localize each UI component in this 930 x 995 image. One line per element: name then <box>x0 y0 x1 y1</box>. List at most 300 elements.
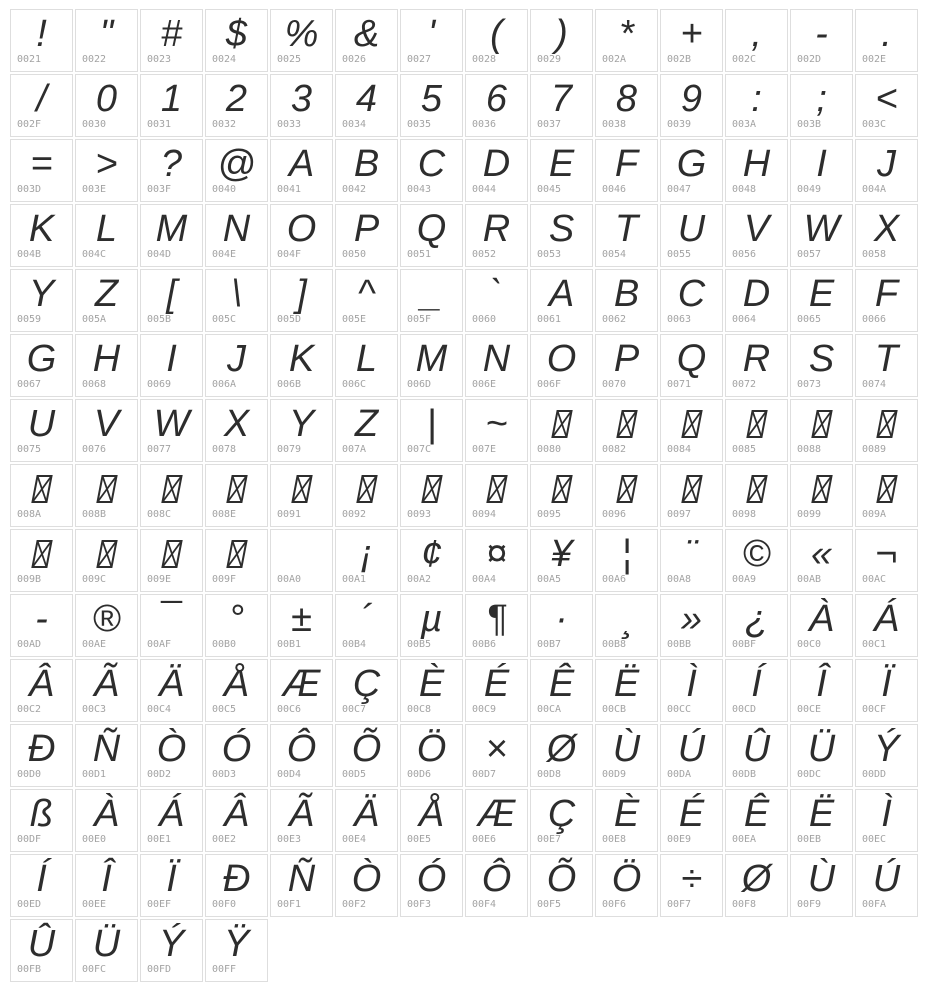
glyph-cell[interactable] <box>205 789 268 852</box>
glyph-cell[interactable] <box>725 204 788 267</box>
glyph: - <box>815 13 828 55</box>
glyph: I <box>166 338 177 380</box>
glyph-cell[interactable] <box>10 74 73 137</box>
code-label: 0055 <box>667 249 692 260</box>
glyph-cell[interactable] <box>660 659 723 722</box>
glyph: 3 <box>290 78 313 120</box>
glyph-cell[interactable] <box>530 659 593 722</box>
glyph-cell[interactable] <box>660 854 723 917</box>
glyph-cell[interactable] <box>205 464 268 527</box>
glyph-cell[interactable] <box>595 594 658 657</box>
glyph-cell[interactable] <box>335 854 398 917</box>
code-label: 00D0 <box>17 769 42 780</box>
glyph-cell[interactable] <box>10 919 73 982</box>
glyph <box>271 530 332 575</box>
glyph-cell[interactable] <box>400 659 463 722</box>
glyph-cell[interactable] <box>595 659 658 722</box>
glyph-cell[interactable] <box>855 399 918 462</box>
glyph: D <box>742 273 771 315</box>
glyph-cell[interactable] <box>205 399 268 462</box>
glyph <box>141 530 202 575</box>
glyph-cell[interactable] <box>855 854 918 917</box>
code-label: 00E7 <box>537 834 562 845</box>
glyph-cell[interactable] <box>10 529 73 592</box>
glyph-cell[interactable] <box>205 139 268 202</box>
glyph-cell[interactable] <box>790 399 853 462</box>
glyph-cell[interactable] <box>10 659 73 722</box>
glyph-cell[interactable] <box>140 789 203 852</box>
glyph-cell[interactable] <box>660 399 723 462</box>
glyph: Ð <box>222 858 251 900</box>
glyph-cell[interactable] <box>335 9 398 72</box>
glyph-cell[interactable] <box>530 529 593 592</box>
glyph-cell[interactable] <box>140 724 203 787</box>
glyph-cell[interactable] <box>725 139 788 202</box>
glyph-cell[interactable] <box>660 529 723 592</box>
glyph-cell[interactable] <box>335 789 398 852</box>
notdef-box-icon <box>745 409 769 439</box>
glyph: [ <box>166 273 177 315</box>
glyph-cell[interactable] <box>595 204 658 267</box>
glyph-cell[interactable] <box>595 334 658 397</box>
glyph-cell[interactable] <box>465 334 528 397</box>
glyph-cell[interactable] <box>790 659 853 722</box>
glyph-cell[interactable] <box>75 594 138 657</box>
glyph: | <box>426 403 437 445</box>
glyph-cell[interactable] <box>595 789 658 852</box>
glyph: Y <box>288 403 315 445</box>
glyph-cell[interactable] <box>400 139 463 202</box>
glyph-cell[interactable] <box>75 854 138 917</box>
glyph-cell[interactable] <box>335 334 398 397</box>
glyph-cell[interactable] <box>400 854 463 917</box>
glyph-cell[interactable] <box>205 724 268 787</box>
glyph-cell[interactable] <box>660 789 723 852</box>
glyph-cell[interactable] <box>400 334 463 397</box>
glyph: À <box>808 598 835 640</box>
glyph-cell[interactable] <box>10 724 73 787</box>
glyph: Ü <box>807 728 836 770</box>
glyph-cell[interactable] <box>75 9 138 72</box>
code-label: 003B <box>797 119 822 130</box>
code-label: 0039 <box>667 119 692 130</box>
code-label: 0029 <box>537 54 562 65</box>
glyph-cell[interactable] <box>140 269 203 332</box>
glyph-cell[interactable] <box>465 269 528 332</box>
glyph-cell[interactable] <box>75 74 138 137</box>
glyph-cell[interactable] <box>140 334 203 397</box>
glyph-cell[interactable] <box>205 854 268 917</box>
code-label: 00FF <box>212 964 237 975</box>
glyph-cell[interactable] <box>10 464 73 527</box>
glyph-cell[interactable] <box>270 594 333 657</box>
glyph: 7 <box>550 78 573 120</box>
glyph-cell[interactable] <box>270 334 333 397</box>
glyph-cell[interactable] <box>790 854 853 917</box>
code-label: 0054 <box>602 249 627 260</box>
glyph-cell[interactable] <box>855 269 918 332</box>
glyph-cell[interactable] <box>140 204 203 267</box>
glyph-cell[interactable] <box>725 334 788 397</box>
glyph-cell[interactable] <box>790 464 853 527</box>
glyph-cell[interactable] <box>270 139 333 202</box>
glyph-cell[interactable] <box>205 529 268 592</box>
code-label: 00C5 <box>212 704 237 715</box>
glyph-cell[interactable] <box>10 334 73 397</box>
code-label: 00E3 <box>277 834 302 845</box>
glyph-cell[interactable] <box>335 529 398 592</box>
code-label: 00A6 <box>602 574 627 585</box>
glyph: Ì <box>881 793 892 835</box>
glyph-cell[interactable] <box>725 399 788 462</box>
glyph-cell[interactable] <box>140 9 203 72</box>
glyph-cell[interactable] <box>205 74 268 137</box>
glyph-cell[interactable] <box>855 659 918 722</box>
glyph-cell[interactable] <box>75 464 138 527</box>
glyph-cell[interactable] <box>270 399 333 462</box>
glyph-cell[interactable] <box>595 854 658 917</box>
code-label: 009A <box>862 509 887 520</box>
glyph-cell[interactable] <box>205 9 268 72</box>
glyph: < <box>875 78 898 120</box>
glyph-cell[interactable] <box>205 659 268 722</box>
glyph-cell[interactable] <box>790 74 853 137</box>
glyph-cell[interactable] <box>140 399 203 462</box>
code-label: 00E4 <box>342 834 367 845</box>
glyph-cell[interactable] <box>660 334 723 397</box>
code-label: 00E5 <box>407 834 432 845</box>
glyph-cell[interactable] <box>140 594 203 657</box>
glyph-cell[interactable] <box>205 334 268 397</box>
code-label: 00DC <box>797 769 822 780</box>
glyph-cell[interactable] <box>465 854 528 917</box>
glyph-cell[interactable] <box>725 724 788 787</box>
glyph-cell[interactable] <box>725 854 788 917</box>
glyph-cell[interactable] <box>855 529 918 592</box>
glyph <box>661 465 722 510</box>
glyph-cell[interactable] <box>855 74 918 137</box>
code-label: 0089 <box>862 444 887 455</box>
notdef-box-icon <box>355 474 379 504</box>
code-label: 006A <box>212 379 237 390</box>
glyph-cell[interactable] <box>530 464 593 527</box>
glyph-cell[interactable] <box>335 399 398 462</box>
glyph-cell[interactable] <box>725 789 788 852</box>
glyph-cell[interactable] <box>725 9 788 72</box>
glyph <box>11 465 72 510</box>
glyph-cell[interactable] <box>75 139 138 202</box>
glyph-cell[interactable] <box>140 139 203 202</box>
glyph-cell[interactable] <box>595 464 658 527</box>
glyph-cell[interactable] <box>400 74 463 137</box>
glyph-cell[interactable] <box>335 724 398 787</box>
glyph-cell[interactable] <box>660 594 723 657</box>
glyph-cell[interactable] <box>270 659 333 722</box>
glyph-cell[interactable] <box>270 789 333 852</box>
notdef-box-icon <box>225 539 249 569</box>
glyph-cell[interactable] <box>725 74 788 137</box>
glyph-cell[interactable] <box>465 529 528 592</box>
glyph-cell[interactable] <box>400 529 463 592</box>
glyph-cell[interactable] <box>270 269 333 332</box>
code-label: 00C9 <box>472 704 497 715</box>
glyph-cell[interactable] <box>530 9 593 72</box>
glyph-cell[interactable] <box>400 204 463 267</box>
glyph-cell[interactable] <box>465 789 528 852</box>
glyph-cell[interactable] <box>725 529 788 592</box>
glyph-cell[interactable] <box>400 724 463 787</box>
glyph-cell[interactable] <box>140 529 203 592</box>
code-label: 0063 <box>667 314 692 325</box>
glyph-cell[interactable] <box>790 269 853 332</box>
glyph-cell[interactable] <box>270 74 333 137</box>
glyph-cell[interactable] <box>855 464 918 527</box>
glyph-cell[interactable] <box>530 74 593 137</box>
glyph-cell[interactable] <box>660 724 723 787</box>
glyph-cell[interactable] <box>855 9 918 72</box>
code-label: 003D <box>17 184 42 195</box>
glyph-cell[interactable] <box>530 139 593 202</box>
glyph-cell[interactable] <box>530 854 593 917</box>
glyph: ; <box>816 78 827 120</box>
glyph: Ñ <box>287 858 316 900</box>
glyph: µ <box>420 598 443 640</box>
glyph: Ñ <box>92 728 121 770</box>
glyph-cell[interactable] <box>75 789 138 852</box>
glyph <box>726 400 787 445</box>
glyph-cell[interactable] <box>725 659 788 722</box>
code-label: 002F <box>17 119 42 130</box>
glyph: ¡ <box>360 533 373 575</box>
glyph-cell[interactable] <box>75 204 138 267</box>
glyph-cell[interactable] <box>205 919 268 982</box>
glyph-cell[interactable] <box>595 529 658 592</box>
glyph-cell[interactable] <box>660 139 723 202</box>
glyph-cell[interactable] <box>10 269 73 332</box>
code-label: 00C2 <box>17 704 42 715</box>
code-label: 0052 <box>472 249 497 260</box>
glyph-cell[interactable] <box>530 399 593 462</box>
glyph-cell[interactable] <box>335 204 398 267</box>
notdef-box-icon <box>550 474 574 504</box>
code-label: 00B4 <box>342 639 367 650</box>
glyph-cell[interactable] <box>660 269 723 332</box>
code-label: 0062 <box>602 314 627 325</box>
glyph-cell[interactable] <box>10 399 73 462</box>
glyph-cell[interactable] <box>335 74 398 137</box>
glyph-cell[interactable] <box>270 724 333 787</box>
glyph-cell[interactable] <box>10 789 73 852</box>
glyph-cell[interactable] <box>270 854 333 917</box>
code-label: 0059 <box>17 314 42 325</box>
glyph-cell[interactable] <box>75 919 138 982</box>
glyph-cell[interactable] <box>465 204 528 267</box>
glyph-cell[interactable] <box>855 724 918 787</box>
glyph-cell[interactable] <box>790 594 853 657</box>
glyph-cell[interactable] <box>465 594 528 657</box>
glyph-cell[interactable] <box>595 399 658 462</box>
glyph-cell[interactable] <box>465 399 528 462</box>
glyph-cell[interactable] <box>400 464 463 527</box>
glyph-cell[interactable] <box>530 269 593 332</box>
glyph-cell[interactable] <box>270 464 333 527</box>
glyph-cell[interactable] <box>790 9 853 72</box>
code-label: 0080 <box>537 444 562 455</box>
glyph-cell[interactable] <box>335 139 398 202</box>
glyph-cell[interactable] <box>140 854 203 917</box>
glyph-cell[interactable] <box>855 334 918 397</box>
glyph: Q <box>416 208 447 250</box>
code-label: 00D5 <box>342 769 367 780</box>
glyph-cell[interactable] <box>10 204 73 267</box>
glyph-grid <box>10 9 918 982</box>
code-label: 004C <box>82 249 107 260</box>
glyph-cell[interactable] <box>335 594 398 657</box>
code-label: 0023 <box>147 54 172 65</box>
glyph: É <box>483 663 510 705</box>
glyph-cell[interactable] <box>465 74 528 137</box>
code-label: 00C8 <box>407 704 432 715</box>
glyph-cell[interactable] <box>790 789 853 852</box>
glyph: H <box>92 338 121 380</box>
glyph-cell[interactable] <box>530 594 593 657</box>
code-label: 00F9 <box>797 899 822 910</box>
glyph-cell[interactable] <box>790 724 853 787</box>
glyph: + <box>680 13 703 55</box>
code-label: 0085 <box>732 444 757 455</box>
code-label: 005B <box>147 314 172 325</box>
code-label: 0033 <box>277 119 302 130</box>
code-label: 00AB <box>797 574 822 585</box>
glyph-cell[interactable] <box>530 724 593 787</box>
code-label: 00E0 <box>82 834 107 845</box>
glyph-cell[interactable] <box>595 139 658 202</box>
notdef-box-icon <box>810 409 834 439</box>
glyph-cell[interactable] <box>205 204 268 267</box>
glyph-cell[interactable] <box>205 594 268 657</box>
glyph: G <box>26 338 57 380</box>
glyph: R <box>482 208 511 250</box>
code-label: 0088 <box>797 444 822 455</box>
glyph-cell[interactable] <box>465 724 528 787</box>
glyph-cell[interactable] <box>660 74 723 137</box>
code-label: 00B6 <box>472 639 497 650</box>
glyph-cell[interactable] <box>855 789 918 852</box>
glyph-cell[interactable] <box>595 74 658 137</box>
glyph-cell[interactable] <box>855 204 918 267</box>
glyph: K <box>288 338 315 380</box>
glyph-cell[interactable] <box>400 9 463 72</box>
glyph-cell[interactable] <box>660 204 723 267</box>
glyph-cell[interactable] <box>660 464 723 527</box>
glyph-cell[interactable] <box>465 9 528 72</box>
glyph-cell[interactable] <box>790 204 853 267</box>
glyph-cell[interactable] <box>400 789 463 852</box>
glyph-cell[interactable] <box>140 659 203 722</box>
glyph-cell[interactable] <box>400 269 463 332</box>
glyph-cell[interactable] <box>335 269 398 332</box>
glyph: ¸ <box>620 598 633 640</box>
glyph-cell[interactable] <box>75 724 138 787</box>
glyph-cell[interactable] <box>790 334 853 397</box>
glyph: Ø <box>741 858 772 900</box>
glyph: » <box>680 598 703 640</box>
code-label: 004B <box>17 249 42 260</box>
glyph-cell[interactable] <box>400 399 463 462</box>
code-label: 0079 <box>277 444 302 455</box>
glyph: 1 <box>160 78 183 120</box>
glyph-cell[interactable] <box>270 204 333 267</box>
glyph: Ú <box>872 858 901 900</box>
code-label: 0096 <box>602 509 627 520</box>
glyph-cell[interactable] <box>75 399 138 462</box>
glyph-cell[interactable] <box>140 464 203 527</box>
glyph-cell[interactable] <box>140 74 203 137</box>
glyph-cell[interactable] <box>595 269 658 332</box>
code-label: 00AC <box>862 574 887 585</box>
glyph-cell[interactable] <box>205 269 268 332</box>
code-label: 0070 <box>602 379 627 390</box>
glyph-cell[interactable] <box>270 529 333 592</box>
glyph-cell[interactable] <box>530 204 593 267</box>
glyph-cell[interactable] <box>270 9 333 72</box>
glyph-cell[interactable] <box>595 724 658 787</box>
glyph-cell[interactable] <box>855 594 918 657</box>
glyph: ß <box>29 793 54 835</box>
glyph-cell[interactable] <box>530 334 593 397</box>
glyph-cell[interactable] <box>335 464 398 527</box>
glyph: Ô <box>481 858 512 900</box>
glyph: $ <box>225 13 248 55</box>
glyph: ® <box>92 598 121 640</box>
glyph-cell[interactable] <box>725 269 788 332</box>
glyph-cell[interactable] <box>530 789 593 852</box>
glyph: ¦ <box>621 533 632 575</box>
code-label: 003A <box>732 119 757 130</box>
glyph-cell[interactable] <box>465 139 528 202</box>
glyph-cell[interactable] <box>10 854 73 917</box>
notdef-box-icon <box>30 474 54 504</box>
glyph-cell[interactable] <box>140 919 203 982</box>
glyph-cell[interactable] <box>790 529 853 592</box>
glyph-cell[interactable] <box>335 659 398 722</box>
glyph-cell[interactable] <box>725 594 788 657</box>
code-label: 007A <box>342 444 367 455</box>
code-label: 008E <box>212 509 237 520</box>
glyph <box>791 400 852 445</box>
code-label: 0097 <box>667 509 692 520</box>
code-label: 00C3 <box>82 704 107 715</box>
glyph-cell[interactable] <box>465 659 528 722</box>
glyph-cell[interactable] <box>465 464 528 527</box>
glyph-cell[interactable] <box>400 594 463 657</box>
glyph-cell[interactable] <box>75 334 138 397</box>
glyph-cell[interactable] <box>10 594 73 657</box>
code-label: 007C <box>407 444 432 455</box>
glyph-cell[interactable] <box>75 659 138 722</box>
glyph: ^ <box>357 273 376 315</box>
glyph-cell[interactable] <box>660 9 723 72</box>
glyph-cell[interactable] <box>595 9 658 72</box>
glyph-cell[interactable] <box>725 464 788 527</box>
glyph-cell[interactable] <box>10 9 73 72</box>
glyph-cell[interactable] <box>855 139 918 202</box>
glyph-cell[interactable] <box>790 139 853 202</box>
glyph-cell[interactable] <box>10 139 73 202</box>
code-label: 00BF <box>732 639 757 650</box>
glyph-cell[interactable] <box>75 269 138 332</box>
glyph-cell[interactable] <box>75 529 138 592</box>
